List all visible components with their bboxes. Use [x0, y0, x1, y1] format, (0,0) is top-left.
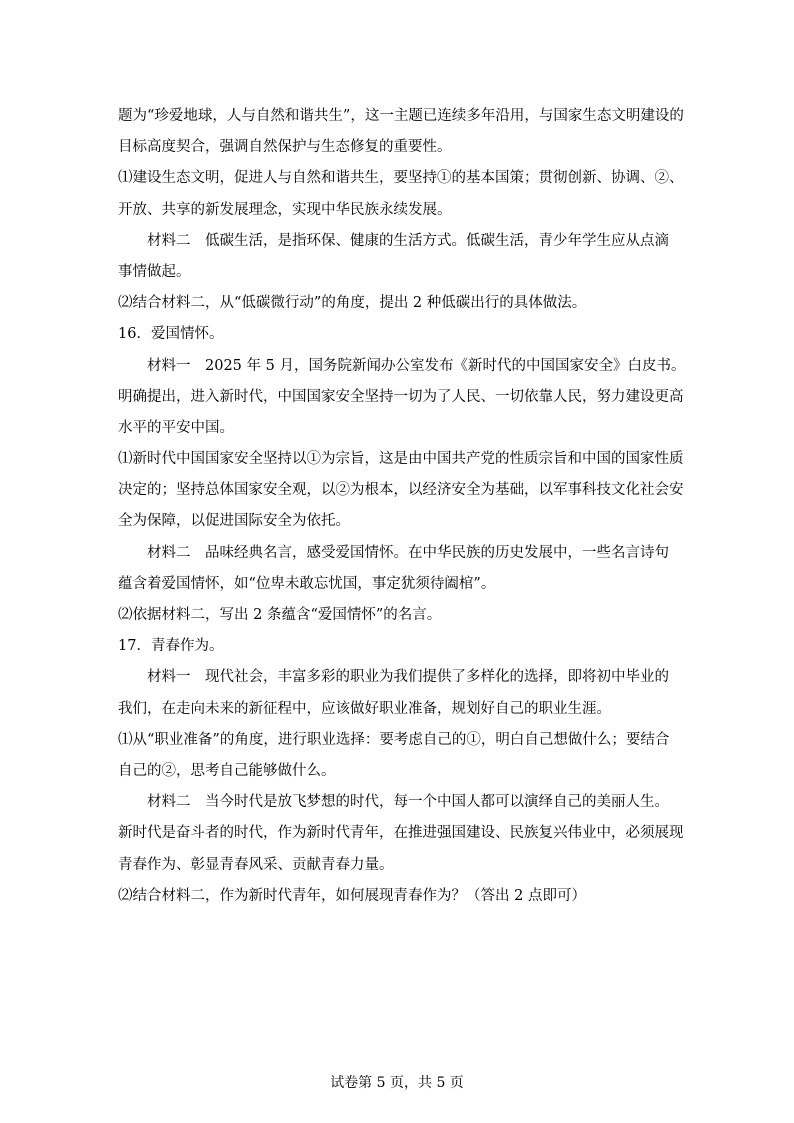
text-line: 明确提出，进入新时代，中国国家安全坚持一切为了人民、一切依靠人民，努力建设更高 [118, 388, 684, 405]
text-line: 蕴含着爱国情怀，如“位卑未敢忘忧国，事定犹须待阖棺”。 [118, 575, 496, 592]
question-16-title: 16．爱国情怀。 [118, 326, 224, 343]
text-line: 开放、共享的新发展理念，实现中华民族永续发展。 [118, 201, 452, 218]
question-15-part-1: ⑴建设生态文明，促进人与自然和谐共生，要坚持①的基本国策；贯彻创新、协调、②、 [118, 170, 684, 187]
text-line: 全为保障，以促进国际安全为依托。 [118, 513, 350, 530]
page-footer: 试卷第 5 页，共 5 页 [330, 1075, 464, 1091]
question-17-title: 17．青春作为。 [118, 638, 224, 655]
text-line: 决定的；坚持总体国家安全观，以②为根本，以经济安全为基础，以军事科技文化社会安 [118, 482, 684, 499]
material-paragraph: 材料二 当今时代是放飞梦想的时代，每一个中国人都可以演绎自己的美丽人生。 [147, 794, 669, 811]
question-16-part-2: ⑵依据材料二，写出 2 条蕴含“爱国情怀”的名言。 [118, 607, 442, 623]
question-16-part-1: ⑴新时代中国国家安全坚持以①为宗旨，这是由中国共产党的性质宗旨和中国的国家性质 [118, 451, 684, 468]
question-17-part-2: ⑵结合材料二，作为新时代青年，如何展现青春作为？（答出 2 点即可） [118, 887, 586, 904]
text-line: 我们，在走向未来的新征程中，应该做好职业准备，规划好自己的职业生涯。 [118, 700, 611, 717]
question-17-part-1: ⑴从“职业准备”的角度，进行职业选择：要考虑自己的①，明白自己想做什么；要结合 [118, 731, 670, 748]
text-line: 事情做起。 [118, 263, 191, 280]
material-paragraph: 材料一 现代社会，丰富多彩的职业为我们提供了多样化的选择，即将初中毕业的 [147, 669, 669, 686]
question-15-part-2: ⑵结合材料二，从“低碳微行动”的角度，提出 2 种低碳出行的具体做法。 [118, 295, 587, 312]
material-paragraph: 材料一 2025 年 5 月，国务院新闻办公室发布《新时代的中国国家安全》白皮书。 [147, 357, 686, 374]
text-line: 自己的②，思考自己能够做什么。 [118, 762, 336, 779]
text-line: 青春作为、彰显青春风采、贡献青春力量。 [118, 856, 394, 873]
text-line: 目标高度契合，强调自然保护与生态修复的重要性。 [118, 139, 452, 156]
page-content [118, 101, 686, 912]
text-line: 新时代是奋斗者的时代，作为新时代青年，在推进强国建设、民族复兴伟业中，必须展现 [118, 825, 684, 842]
text-line: 水平的平安中国。 [118, 419, 234, 436]
material-paragraph: 材料二 品味经典名言，感受爱国情怀。在中华民族的历史发展中，一些名言诗句 [147, 544, 669, 561]
text-line: 题为“珍爱地球，人与自然和谐共生”，这一主题已连续多年沿用，与国家生态文明建设的 [118, 108, 684, 124]
material-paragraph: 材料二 低碳生活，是指环保、健康的生活方式。低碳生活，青少年学生应从点滴 [147, 232, 669, 249]
